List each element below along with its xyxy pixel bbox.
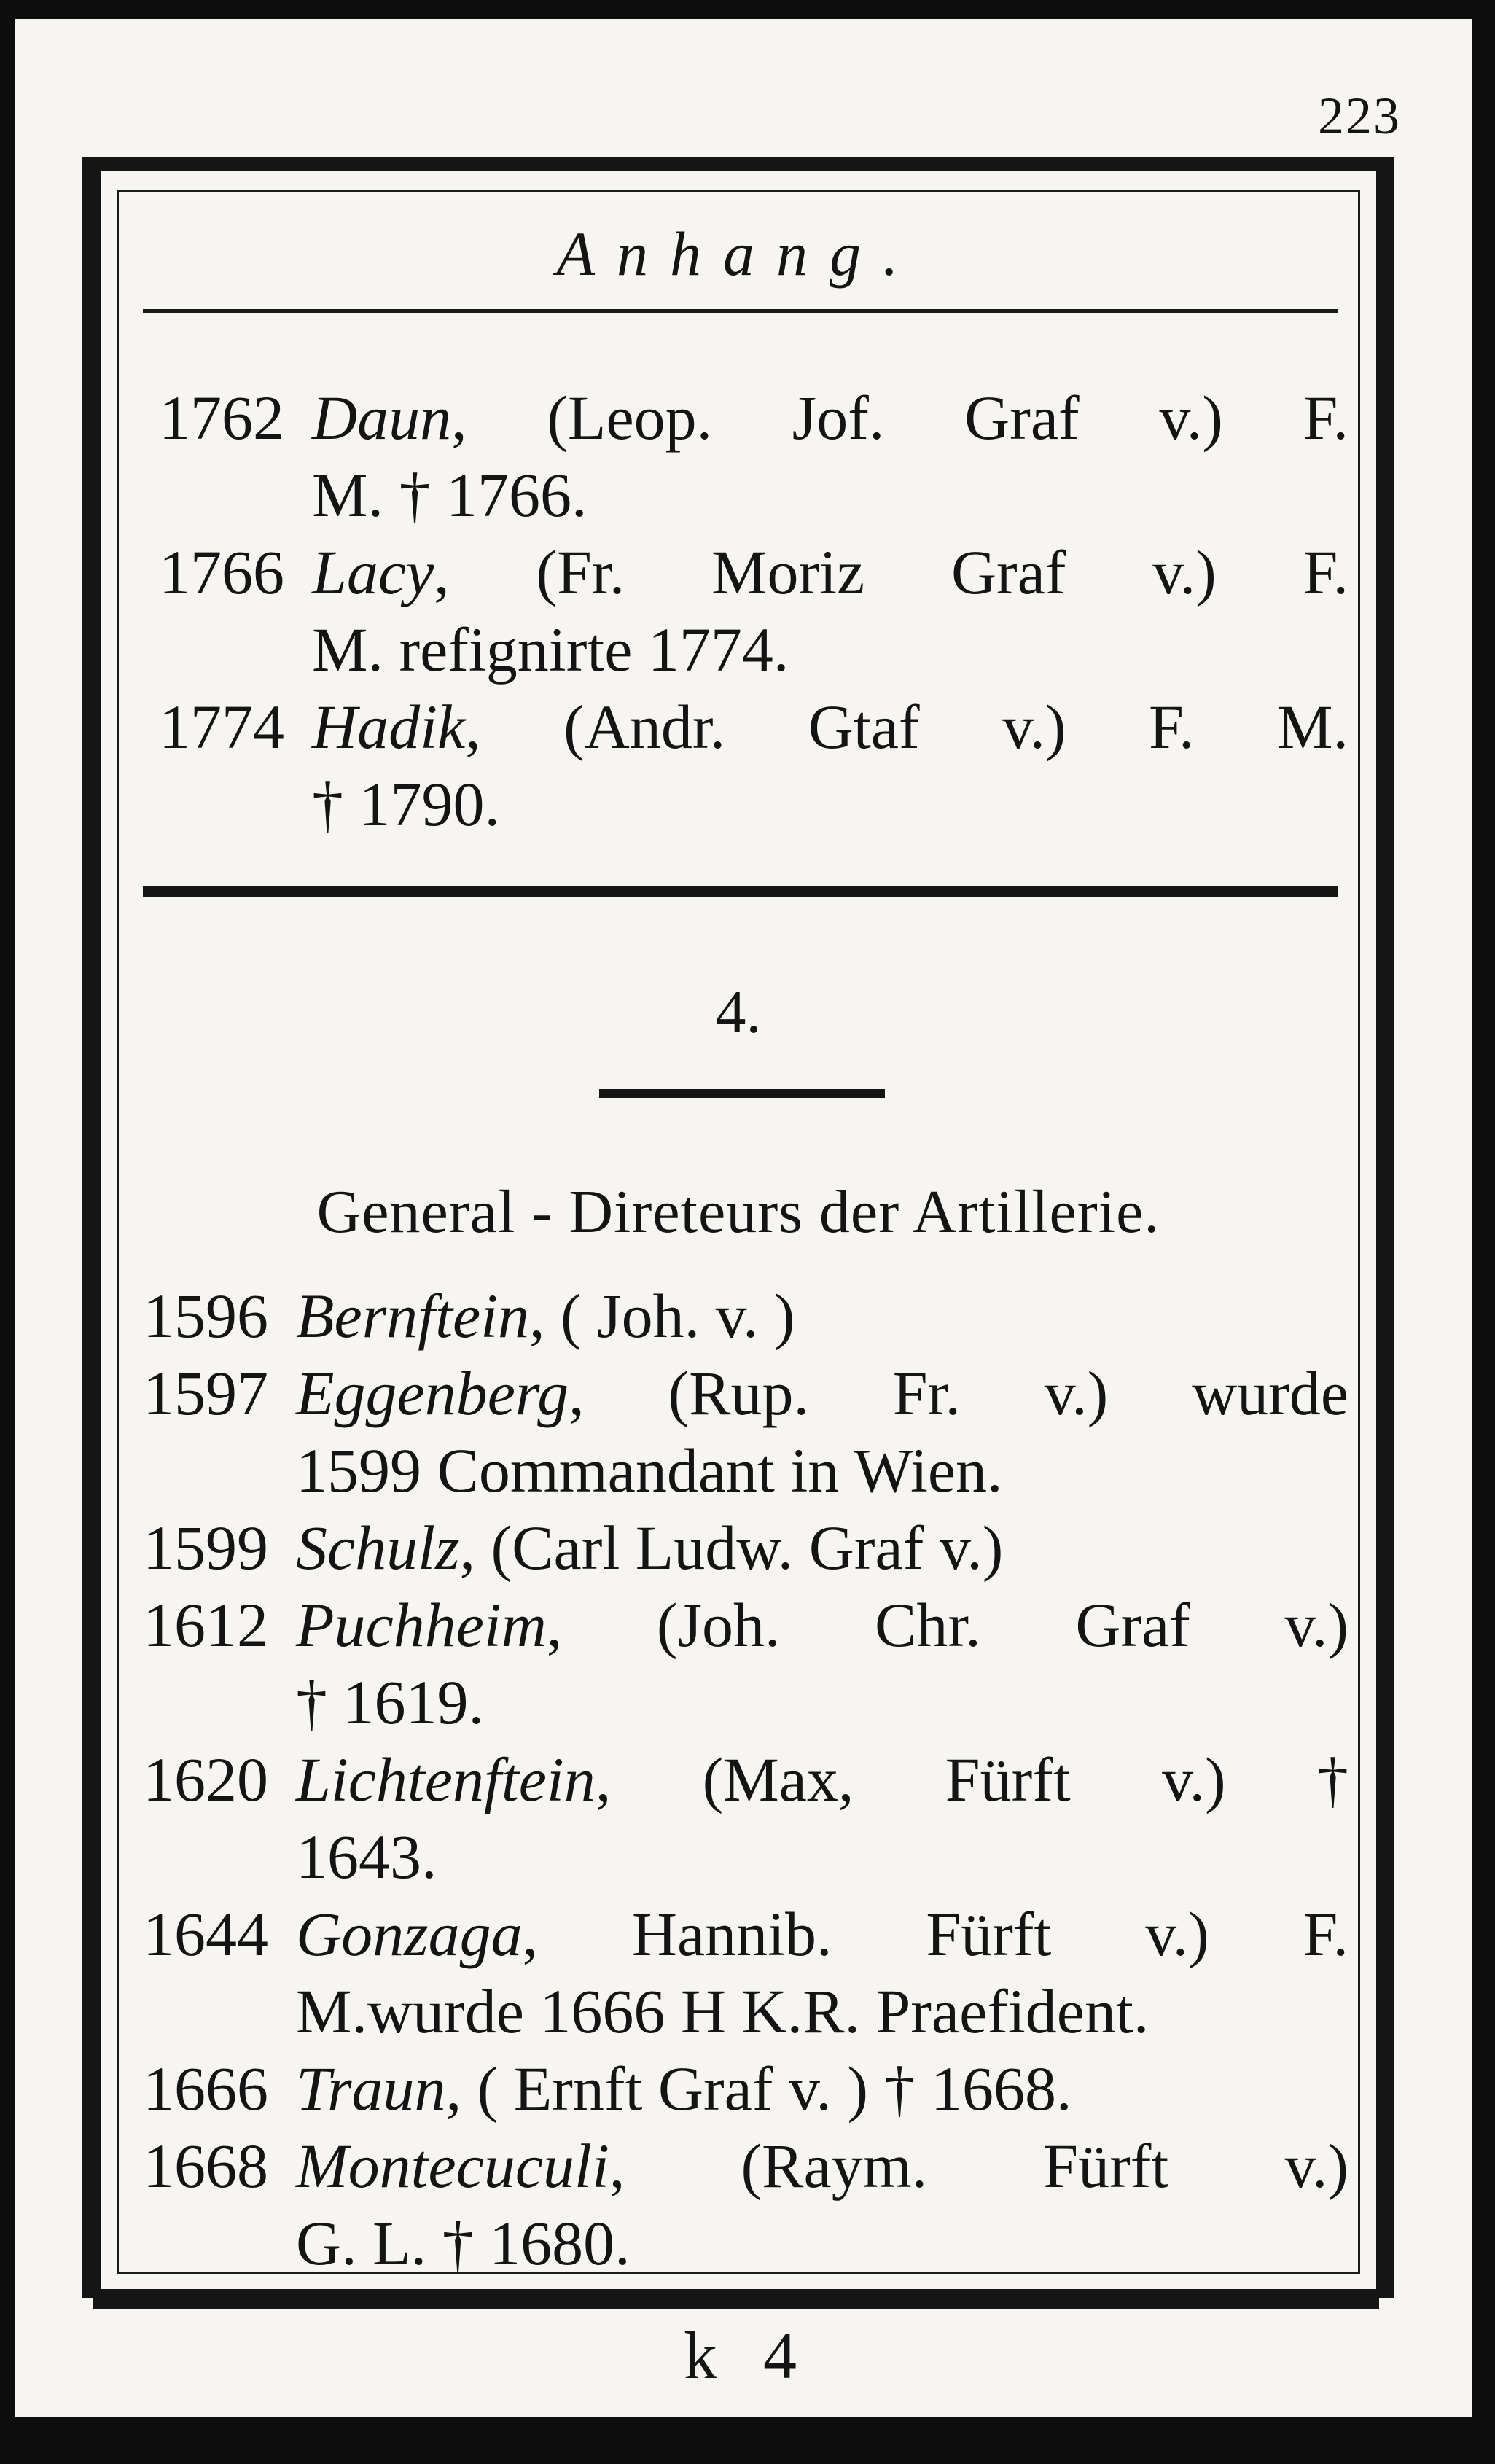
entry-text: , ( Ernft Graf v. ) † 1668. xyxy=(445,2054,1072,2124)
entry-year: 1597 xyxy=(143,1358,268,1428)
entry-line-2: M. † 1766. xyxy=(312,460,588,530)
list-item xyxy=(143,2050,1348,2127)
entry-name: Daun xyxy=(312,383,452,453)
entry-line xyxy=(296,1741,1348,1818)
entry-line-2: † 1619. xyxy=(296,1667,484,1737)
entry-line xyxy=(296,1895,1348,1973)
entry-year: 1599 xyxy=(143,1513,268,1583)
entry-list-a xyxy=(159,379,1348,843)
signature-mark: k 4 xyxy=(684,2318,811,2393)
entry-name: Hadik xyxy=(312,692,466,762)
entry-name: Schulz xyxy=(296,1513,460,1583)
entry-year: 1620 xyxy=(143,1744,268,1814)
entry-line-2: † 1790. xyxy=(312,769,500,839)
entry-year: 1612 xyxy=(143,1590,268,1660)
entry-line-2: 1599 Commandant in Wien. xyxy=(296,1435,1003,1505)
entry-name: Lichtenftein xyxy=(296,1744,596,1814)
entry-year: 1668 xyxy=(143,2131,268,2201)
entry-year: 1774 xyxy=(159,692,284,762)
entry-line xyxy=(296,1277,1348,1354)
list-item xyxy=(159,379,1348,534)
entry-text: , (Raym. Fürft v.) xyxy=(609,2131,1348,2201)
entry-year: 1596 xyxy=(143,1281,268,1351)
entry-line xyxy=(296,1586,1348,1664)
entry-text: , (Rup. Fr. v.) wurde xyxy=(569,1358,1348,1428)
entry-line-2: M. refignirte 1774. xyxy=(312,615,789,685)
header-title: Anhang. xyxy=(556,219,921,289)
entry-line-2: G. L. † 1680. xyxy=(296,2208,631,2278)
section-divider xyxy=(143,886,1338,897)
entry-year: 1644 xyxy=(143,1899,268,1969)
list-item xyxy=(143,1354,1348,1509)
entry-text: , Hannib. Fürft v.) F. xyxy=(522,1899,1348,1969)
entry-line xyxy=(296,1354,1348,1432)
entry-text: , (Leop. Jof. Graf v.) F. xyxy=(451,383,1348,453)
entry-text: , (Andr. Gtaf v.) F. M. xyxy=(465,692,1348,762)
entry-line xyxy=(312,534,1348,611)
list-item xyxy=(159,534,1348,688)
entry-line xyxy=(312,688,1348,765)
list-item xyxy=(143,1586,1348,1741)
entry-name: Bernftein xyxy=(296,1281,530,1351)
entry-name: Puchheim xyxy=(296,1590,547,1660)
entry-line xyxy=(296,1509,1348,1586)
entry-year: 1666 xyxy=(143,2054,268,2124)
entry-text: , (Fr. Moriz Graf v.) F. xyxy=(434,537,1348,607)
entry-line-2: M.wurde 1666 H K.R. Praefident. xyxy=(296,1976,1149,2046)
page-number: 223 xyxy=(1318,87,1401,145)
entry-name: Eggenberg xyxy=(296,1358,569,1428)
entry-text: , (Joh. Chr. Graf v.) xyxy=(546,1590,1348,1660)
header-rule xyxy=(143,309,1338,313)
entry-list-b xyxy=(143,1277,1348,2282)
section-title: General - Direteurs der Artillerie. xyxy=(316,1178,1160,1246)
entry-line xyxy=(312,379,1348,456)
entry-line xyxy=(296,2050,1348,2127)
list-item xyxy=(143,1895,1348,2050)
section-number-rule xyxy=(599,1089,885,1098)
entry-text: , (Carl Ludw. Graf v.) xyxy=(459,1513,1004,1583)
entry-name: Lacy xyxy=(312,537,434,607)
entry-line-2: 1643. xyxy=(296,1822,437,1892)
list-item xyxy=(143,2127,1348,2282)
entry-name: Gonzaga xyxy=(296,1899,523,1969)
entry-year: 1766 xyxy=(159,537,284,607)
bottom-border-bar xyxy=(93,2290,1379,2309)
list-item xyxy=(143,1741,1348,1895)
entry-text: , (Max, Fürft v.) † xyxy=(595,1744,1348,1814)
entry-name: Montecuculi xyxy=(296,2131,609,2201)
list-item xyxy=(159,688,1348,843)
entry-text: , ( Joh. v. ) xyxy=(529,1281,795,1351)
list-item xyxy=(143,1277,1348,1354)
section-number: 4. xyxy=(715,978,762,1046)
entry-name: Traun xyxy=(296,2054,446,2124)
list-item xyxy=(143,1509,1348,1586)
entry-year: 1762 xyxy=(159,383,284,453)
entry-line xyxy=(296,2127,1348,2204)
